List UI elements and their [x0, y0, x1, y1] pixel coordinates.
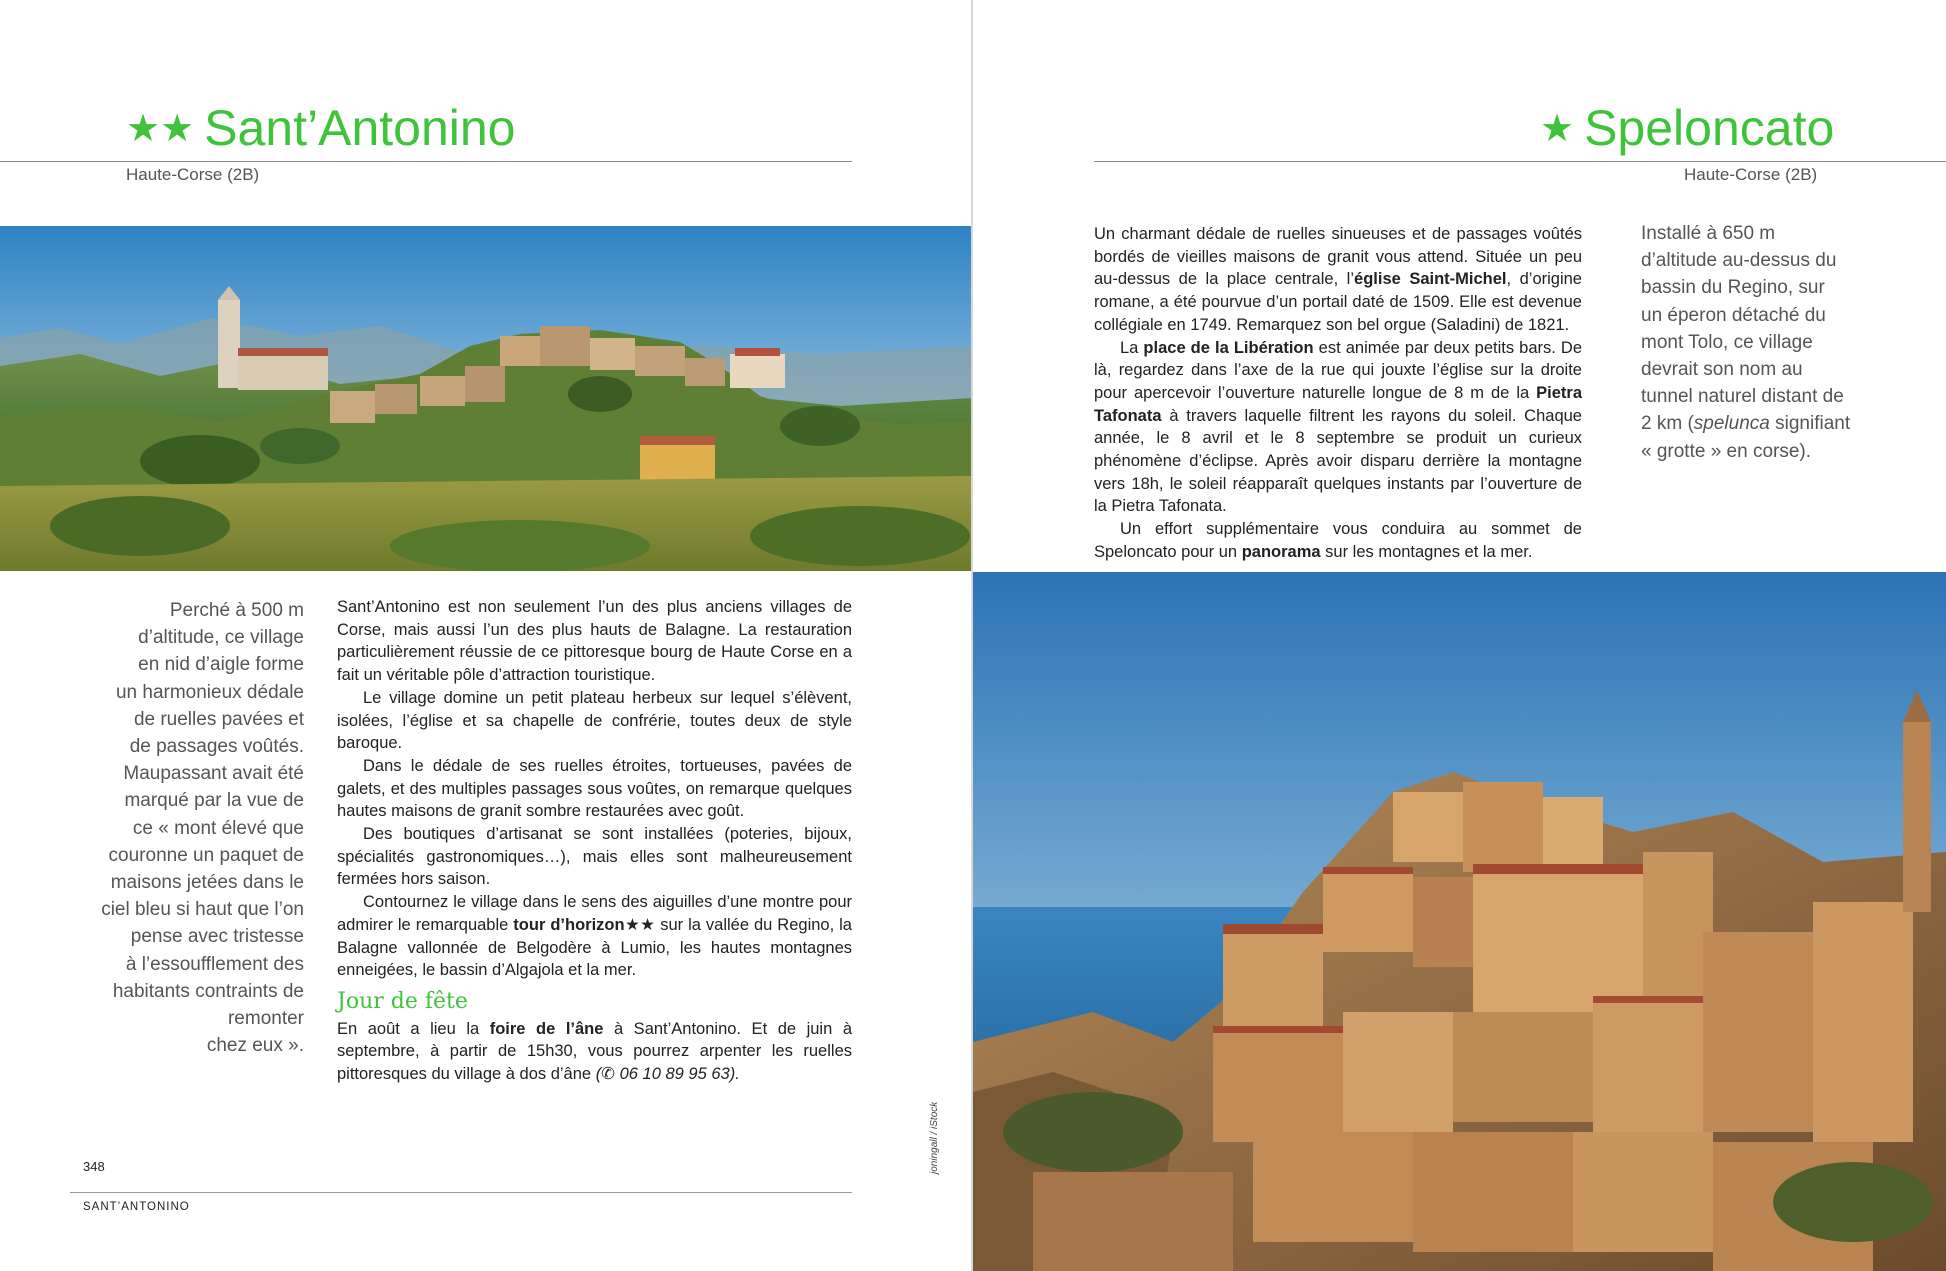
phone-number: (✆ 06 10 89 95 63). [595, 1065, 740, 1084]
quote-line: ciel bleu si haut que l’on [101, 899, 304, 921]
jour-de-fete-heading: Jour de fête [337, 988, 468, 1014]
star-rating-icon: ★ [1540, 108, 1575, 150]
quote-line: maisons jetées dans le [110, 872, 304, 894]
region-label: Haute-Corse (2B) [1684, 165, 1818, 184]
title-rule [1094, 161, 1946, 162]
sant-antonino-title [126, 100, 516, 156]
speloncato-title [1540, 100, 1835, 156]
region-label: Haute-Corse (2B) [126, 165, 260, 184]
quote-line: Maupassant avait été [123, 763, 304, 785]
paragraph: Le village domine un petit plateau herbeux sur lequel s’élèvent, isolées, l’église et sa chapelle de confrérie, toutes deux de style baroque. [337, 688, 852, 753]
aside-line: d’altitude au-dessus du [1641, 250, 1837, 272]
aside-line: devrait son nom au [1641, 359, 1803, 381]
quote-line: un harmonieux dédale [115, 681, 304, 703]
sant-antonino-photo [0, 226, 972, 571]
aside-line: « grotte » en corse). [1641, 440, 1812, 462]
star-rating-icon: ★★ [126, 108, 195, 150]
speloncato-photo [973, 572, 1946, 1271]
photo-credit: joningall / iStock [929, 1101, 940, 1174]
quote-line: remonter [227, 1008, 304, 1030]
quote-line: en nid d’aigle forme [138, 654, 304, 676]
quote-line: à l’essoufflement des [125, 953, 304, 975]
sant-antonino-body [337, 596, 852, 1086]
left-page [0, 0, 972, 1271]
page-number: 348 [83, 1159, 105, 1174]
quote-line: Perché à 500 m [169, 600, 304, 621]
paragraph: La place de la Libération est animée par deux petits bars. De là, regardez dans l’axe de la rue qui jouxte l’église sur la droite pour apercevoir l’ouverture naturelle longue de 8 m de la Pietra Tafonata à travers laquelle filtrent les rayons du soleil. Chaque année, le 8 avril et le 8 septembre se produit un curieux phénomène d’éclipse. Après avoir disparu derrière la montagne vers 18h, le soleil réapparaît quelques instants par l’ouverture de la Pietra Tafonata. [1094, 338, 1582, 516]
quote-line: habitants contraints de [112, 980, 304, 1002]
aside-line: mont Tolo, ce village [1641, 331, 1813, 353]
aside-quote [1641, 220, 1881, 465]
quote-line: de passages voûtés. [129, 736, 304, 758]
aside-line: 2 km (spelunca signifiant [1641, 413, 1851, 435]
speloncato-body [1094, 223, 1582, 564]
aside-line: tunnel naturel distant de [1641, 386, 1844, 408]
running-head: SANT’ANTONINO [83, 1201, 190, 1213]
paragraph: Un effort supplémentaire vous conduira au sommet de Speloncato pour un panorama sur les montagnes et la mer. [1094, 520, 1582, 561]
paragraph: Des boutiques d’artisanat se sont installées (poteries, bijoux, spécialités gastronomiques…), mais elles sont malheureusement fermées hors saison. [337, 825, 852, 889]
quote-line: d’altitude, ce village [138, 627, 304, 649]
quote-line: chez eux ». [206, 1035, 304, 1057]
aside-line: bassin du Regino, sur [1641, 277, 1825, 299]
quote-line: marqué par la vue de [124, 790, 304, 812]
title-rule [0, 161, 852, 162]
footer-rule [70, 1192, 852, 1193]
paragraph: En août a lieu la foire de l’âne à Sant’Antonino. Et de juin à septembre, à partir de 15h30, vous pourrez arpenter les ruelles pittoresques du village à dos d’âne (✆ 06 10 89 95 63). [337, 1019, 852, 1084]
aside-line: Installé à 650 m [1641, 223, 1776, 244]
right-page [973, 0, 1946, 1271]
paragraph: Un charmant dédale de ruelles sinueuses et de passages voûtés bordés de vieilles maisons de granit vous attend. Située un peu au-dessus de la place centrale, l’église Saint-Michel, d’origine romane, a été pourvue d’un portail daté de 1509. Elle est devenue collégiale en 1749. Remarquez son bel orgue (Saladini) de 1821. [1094, 225, 1582, 334]
quote-line: couronne un paquet de [108, 844, 304, 866]
quote-line: ce « mont élevé que [132, 817, 304, 839]
quote-line: pense avec tristesse [130, 926, 304, 948]
quote-line: de ruelles pavées et [133, 708, 304, 730]
paragraph: Contournez le village dans le sens des aiguilles d’une montre pour admirer le remarquable tour d’horizon★★ sur la vallée du Regino, la Balagne vallonnée de Belgodère à Lumio, les hautes montagnes enneigées, le bassin d’Algajola et la mer. [337, 893, 852, 980]
title-text: Speloncato [1584, 100, 1835, 156]
title-text: Sant’Antonino [204, 100, 516, 156]
paragraph: Dans le dédale de ses ruelles étroites, tortueuses, pavées de galets, et des multiples passages sous voûtes, on remarque quelques hautes maisons de granit sombre restaurées avec goût. [337, 756, 852, 821]
pull-quote [60, 597, 304, 1059]
aside-line: un éperon détaché du [1641, 304, 1826, 326]
paragraph: Sant’Antonino est non seulement l’un des plus anciens villages de Corse, mais aussi l’un des plus hauts de Balagne. La restauration particulièrement réussie de ce pittoresque bourg de Haute Corse en a fait un véritable pôle d’attraction touristique. [337, 598, 852, 685]
